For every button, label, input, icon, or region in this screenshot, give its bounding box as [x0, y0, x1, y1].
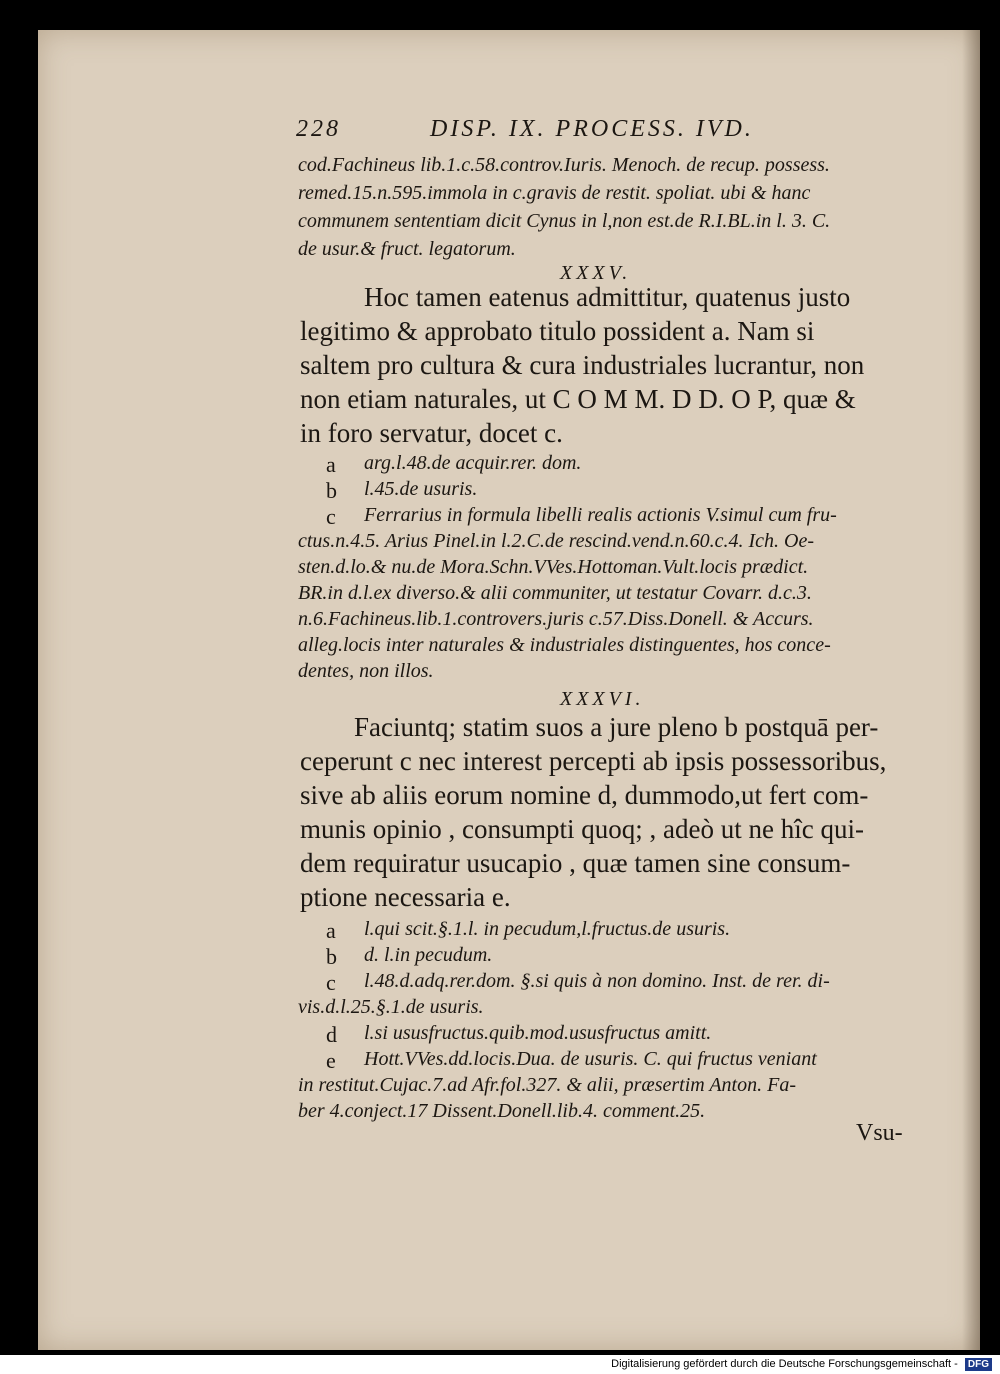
- footnote-line: ctus.n.4.5. Arius Pinel.in l.2.C.de rescind.vend.n.60.c.4. Ich. Oe-: [298, 530, 815, 552]
- catchword: Vsu-: [856, 1120, 903, 1146]
- footnote-line: dentes, non illos.: [298, 660, 434, 682]
- page-number: 228: [296, 116, 341, 142]
- footnote-label: a: [326, 918, 336, 943]
- top-note-line: communem sententiam dicit Cynus in l,non est.de R.I.BL.in l. 3. C.: [298, 210, 831, 232]
- section-numeral: XXXVI.: [560, 688, 645, 710]
- body-line: Hoc tamen eatenus admittitur, quatenus justo: [364, 282, 851, 312]
- footnote-label: c: [326, 504, 336, 529]
- footnote-label: b: [326, 478, 337, 503]
- running-title: DISP. IX. PROCESS. IVD.: [430, 116, 754, 142]
- body-line: munis opinio , consumpti quoq; , adeò ut ne hîc qui-: [300, 814, 864, 844]
- footnote-label: e: [326, 1048, 336, 1073]
- body-line: sive ab aliis eorum nomine d, dummodo,ut fert com-: [300, 780, 869, 810]
- page-spine-shadow: [962, 30, 980, 1350]
- footnote-line: l.si ususfructus.quib.mod.ususfructus amitt.: [364, 1022, 712, 1044]
- body-line: Faciuntq; statim suos a jure pleno b postquā per-: [354, 712, 879, 742]
- footnote-line: arg.l.48.de acquir.rer. dom.: [364, 452, 582, 474]
- footnote-line: sten.d.lo.& nu.de Mora.Schn.VVes.Hottoman.Vult.locis prædict.: [298, 556, 809, 578]
- footnote-line: vis.d.l.25.§.1.de usuris.: [298, 996, 484, 1018]
- body-line: saltem pro cultura & cura industriales lucrantur, non: [300, 350, 865, 380]
- top-note-line: remed.15.n.595.immola in c.gravis de restit. spoliat. ubi & hanc: [298, 182, 811, 204]
- body-line: non etiam naturales, ut C O M M. D D. O P, quæ &: [300, 384, 856, 414]
- dfg-logo: DFG: [965, 1358, 992, 1371]
- body-line: in foro servatur, docet c.: [300, 418, 563, 448]
- footnote-line: in restitut.Cujac.7.ad Afr.fol.327. & alii, præsertim Anton. Fa-: [298, 1074, 796, 1096]
- footnote-line: n.6.Fachineus.lib.1.controvers.juris c.57.Diss.Donell. & Accurs.: [298, 608, 814, 630]
- body-line: dem requiratur usucapio , quæ tamen sine consum-: [300, 848, 851, 878]
- top-note-line: de usur.& fruct. legatorum.: [298, 238, 516, 260]
- footnote-line: l.qui scit.§.1.l. in pecudum,l.fructus.de usuris.: [364, 918, 731, 940]
- book-page: [38, 30, 980, 1350]
- footnote-line: alleg.locis inter naturales & industriales distinguentes, hos conce-: [298, 634, 831, 656]
- footnote-line: l.45.de usuris.: [364, 478, 478, 500]
- body-line: legitimo & approbato titulo possident a. Nam si: [300, 316, 815, 346]
- section-numeral: XXXV.: [560, 262, 632, 284]
- footnote-label: c: [326, 970, 336, 995]
- body-line: ceperunt c nec interest percepti ab ipsis possessoribus,: [300, 746, 887, 776]
- footnote-label: b: [326, 944, 337, 969]
- footnote-label: a: [326, 452, 336, 477]
- footnote-line: Ferrarius in formula libelli realis actionis V.simul cum fru-: [364, 504, 837, 526]
- footnote-line: d. l.in pecudum.: [364, 944, 493, 966]
- body-line: ptione necessaria e.: [300, 882, 511, 912]
- digitization-footer: [0, 1355, 1000, 1374]
- footnote-line: ber 4.conject.17 Dissent.Donell.lib.4. comment.25.: [298, 1100, 706, 1122]
- footer-text: Digitalisierung gefördert durch die Deutsche Forschungsgemeinschaft -: [611, 1358, 958, 1370]
- top-note-line: cod.Fachineus lib.1.c.58.controv.Iuris. Menoch. de recup. possess.: [298, 154, 830, 176]
- footnote-label: d: [326, 1022, 337, 1047]
- footnote-line: l.48.d.adq.rer.dom. §.si quis à non domino. Inst. de rer. di-: [364, 970, 830, 992]
- footnote-line: BR.in d.l.ex diverso.& alii communiter, ut testatur Covarr. d.c.3.: [298, 582, 812, 604]
- footnote-line: Hott.VVes.dd.locis.Dua. de usuris. C. qui fructus veniant: [364, 1048, 817, 1070]
